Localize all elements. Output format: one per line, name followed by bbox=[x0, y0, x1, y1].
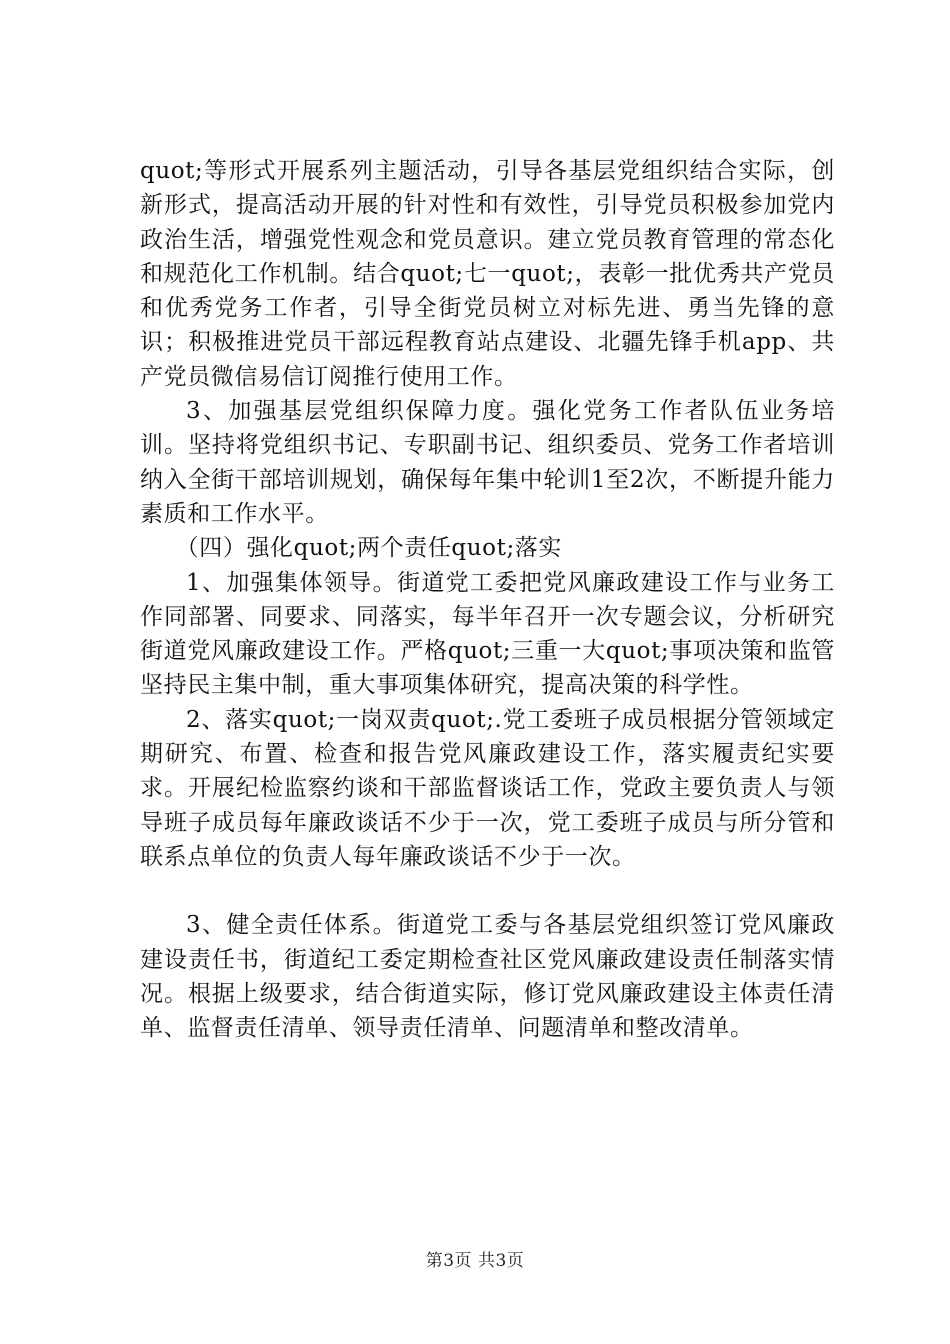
paragraph-item-3-party-support: 3、加强基层党组织保障力度。强化党务工作者队伍业务培训。坚持将党组织书记、专职副书记、组织委员、党务工作者培训纳入全街干部培训规划，确保每年集中轮训1至2次，不断提升能力素质和工作水平。 bbox=[140, 398, 835, 527]
section-heading-four: （四）强化quot;两个责任quot;落实 bbox=[175, 535, 562, 562]
paragraph-item-1-collective-leadership: 1、加强集体领导。街道党工委把党风廉政建设工作与业务工作同部署、同要求、同落实，每半年召开一次专题会议，分析研究街道党风廉政建设工作。严格quot;三重一大quot;事项决策和监管坚持民主集中制，重大事项集体研究，提高决策的科学性。 bbox=[140, 569, 835, 699]
paragraph-continuation: quot;等形式开展系列主题活动，引导各基层党组织结合实际，创新形式，提高活动开展的针对性和有效性，引导党员积极参加党内政治生活，增强党性观念和党员意识。建立党员教育管理的常态化和规范化工作机制。结合quot;七一quot;，表彰一批优秀共产党员和优秀党务工作者，引导全街党员树立对标先进、勇当先锋的意识；积极推进党员干部远程教育站点建设、北疆先锋手机app、共产党员微信易信订阅推行使用工作。 bbox=[140, 158, 835, 390]
paragraph-item-2-dual-responsibility: 2、落实quot;一岗双责quot;.党工委班子成员根据分管领域定期研究、布置、检查和报告党风廉政建设工作，落实履责纪实要求。开展纪检监察约谈和干部监督谈话工作，党政主要负责人与领导班子成员每年廉政谈话不少于一次，党工委班子成员与所分管和联系点单位的负责人每年廉政谈话不少于一次。 bbox=[140, 706, 835, 870]
document-body bbox=[140, 154, 835, 1045]
paragraph-item-3-responsibility-system: 3、健全责任体系。街道党工委与各基层党组织签订党风廉政建设责任书，街道纪工委定期检查社区党风廉政建设责任制落实情况。根据上级要求，结合街道实际，修订党风廉政建设主体责任清单、监督责任清单、领导责任清单、问题清单和整改清单。 bbox=[140, 912, 835, 1042]
page-footer: 第3页 共3页 bbox=[425, 1251, 525, 1271]
